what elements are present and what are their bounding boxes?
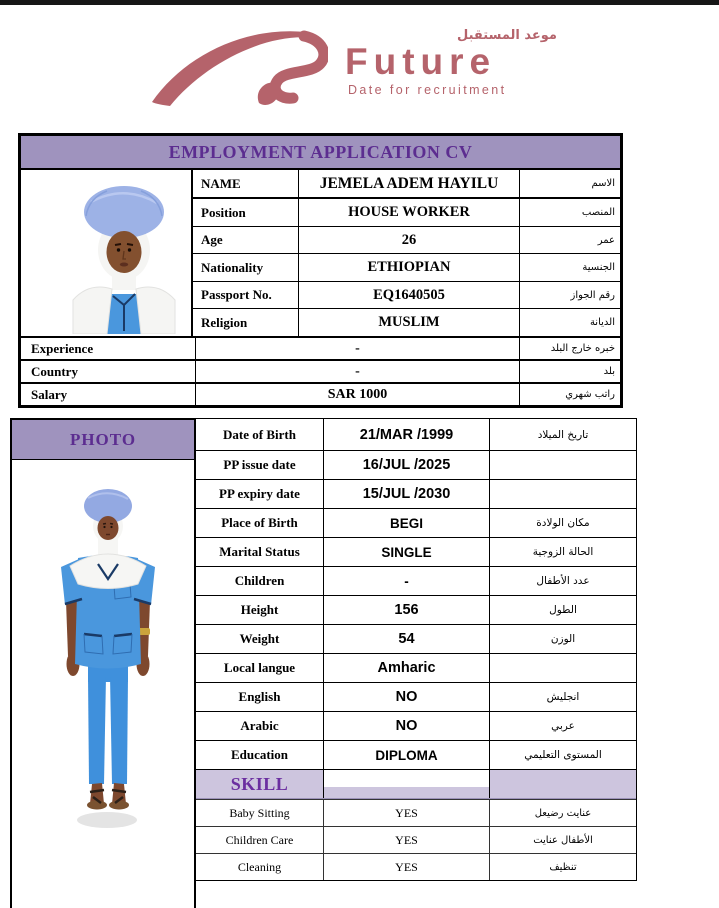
row-label-arabic: الطول	[549, 604, 577, 616]
table-row	[196, 419, 636, 450]
table-row	[193, 198, 620, 226]
row-label-arabic	[490, 480, 636, 508]
table-row	[196, 740, 636, 769]
row-label: PP expiry date	[219, 486, 300, 501]
table-row	[193, 308, 620, 336]
row-label-arabic: راتب شهري	[565, 389, 615, 400]
skill-section-header-row	[196, 769, 636, 799]
row-label-arabic: بلد	[603, 366, 615, 377]
logo-tagline: Date for recruitment	[348, 82, 507, 97]
row-label: Children Care	[225, 832, 294, 847]
fullbody-illustration	[48, 486, 168, 836]
row-value: MUSLIM	[298, 309, 520, 336]
row-label: Local langue	[223, 660, 296, 675]
row-label-arabic: الوزن	[550, 633, 576, 645]
row-value: 156	[323, 596, 490, 624]
table-row	[196, 450, 636, 479]
row-label: Arabic	[240, 718, 279, 733]
table-row	[196, 624, 636, 653]
future-logo-icon	[148, 20, 328, 112]
cv-summary-table	[18, 133, 623, 408]
row-value: 16/JUL /2025	[323, 451, 490, 479]
photo-section-header: PHOTO	[12, 420, 194, 460]
row-value: -	[195, 338, 520, 359]
row-label: Salary	[31, 386, 68, 402]
row-value: NO	[323, 683, 490, 711]
row-label-arabic: الأطفال عنايت	[533, 834, 593, 846]
row-value: YES	[323, 827, 490, 853]
row-label: Marital Status	[219, 544, 300, 559]
row-label-arabic: تنظيف	[549, 861, 577, 873]
row-value: DIPLOMA	[323, 741, 490, 769]
row-label-arabic: تاريخ الميلاد	[537, 428, 589, 441]
row-label-arabic: عربي	[551, 720, 575, 732]
row-label-arabic: المنصب	[581, 207, 615, 219]
row-label-arabic: المستوى التعليمي	[524, 749, 602, 761]
row-label-arabic: انجليش	[546, 691, 580, 703]
row-label-arabic: الحالة الزوجية	[532, 546, 594, 558]
row-value: JEMELA ADEM HAYILU	[298, 170, 520, 197]
row-label: PP issue date	[223, 457, 296, 472]
row-value: EQ1640505	[298, 282, 520, 309]
row-value: 26	[298, 227, 520, 254]
row-label: Experience	[31, 340, 94, 356]
cv-details-table	[10, 418, 637, 908]
row-value: SAR 1000	[195, 384, 520, 405]
row-label: NAME	[201, 175, 241, 191]
row-label: Religion	[201, 314, 248, 330]
table-row	[196, 653, 636, 682]
row-value: ETHIOPIAN	[298, 254, 520, 281]
table-row	[196, 566, 636, 595]
row-value: BEGI	[323, 509, 490, 537]
row-label: Height	[240, 602, 279, 617]
row-label-arabic: خبره خارج البلد	[550, 343, 615, 354]
applicant-fullbody-photo	[12, 460, 194, 908]
row-label: Passport No.	[201, 287, 272, 303]
skill-header-arabic-cell	[490, 770, 636, 798]
row-label: Place of Birth	[221, 515, 298, 530]
table-row	[196, 508, 636, 537]
row-label: Children	[234, 573, 285, 588]
row-label: Baby Sitting	[229, 805, 290, 820]
table-row	[196, 682, 636, 711]
row-label-arabic: عمر	[597, 234, 615, 246]
row-label-arabic	[490, 451, 636, 479]
row-label: Position	[201, 204, 246, 220]
row-label-arabic: مكان الولادة	[536, 517, 590, 529]
row-label-arabic: عدد الأطفال	[536, 575, 590, 587]
table-row	[21, 336, 620, 359]
table-row	[21, 359, 620, 382]
row-label-arabic: الديانة	[589, 317, 615, 329]
table-row	[193, 253, 620, 281]
top-edge-bar	[0, 0, 719, 5]
row-value: HOUSE WORKER	[298, 199, 520, 226]
headshot-illustration	[69, 184, 179, 334]
row-label-arabic	[490, 654, 636, 682]
logo-arabic-name: موعد المستقبل	[457, 28, 557, 43]
table-row	[196, 826, 636, 853]
table-row	[196, 853, 636, 880]
row-label: Cleaning	[237, 859, 282, 874]
logo-brand-text: Future	[345, 41, 497, 82]
table-row	[196, 799, 636, 826]
table-row	[193, 170, 620, 198]
row-label: Weight	[239, 631, 280, 646]
row-label: Education	[230, 747, 289, 762]
table-row	[193, 226, 620, 254]
row-value: YES	[323, 800, 490, 826]
row-label: Date of Birth	[223, 426, 296, 442]
table-row	[196, 537, 636, 566]
row-label-arabic: رقم الجواز	[570, 289, 615, 301]
row-label: Country	[31, 363, 78, 379]
row-label: Nationality	[201, 259, 264, 275]
table-row	[196, 595, 636, 624]
row-label: English	[238, 689, 281, 704]
agency-logo	[0, 8, 719, 118]
row-value: 54	[323, 625, 490, 653]
skill-section-header: SKILL	[196, 770, 323, 798]
row-label-arabic: الجنسية	[582, 262, 615, 274]
row-value: 21/MAR /1999	[323, 419, 490, 450]
row-value: YES	[323, 854, 490, 880]
skill-header-blank-cell	[323, 770, 490, 798]
row-value: NO	[323, 712, 490, 740]
table-row	[21, 382, 620, 405]
table-row	[193, 281, 620, 309]
row-label-arabic: عنايت رضيعل	[534, 807, 592, 819]
row-value: SINGLE	[323, 538, 490, 566]
row-value: Amharic	[323, 654, 490, 682]
row-value: -	[323, 567, 490, 595]
row-label: Age	[201, 232, 223, 248]
applicant-headshot-photo	[21, 170, 193, 336]
page-title: EMPLOYMENT APPLICATION CV	[21, 136, 620, 168]
row-value: 15/JUL /2030	[323, 480, 490, 508]
row-value: -	[195, 361, 520, 382]
table-row	[196, 479, 636, 508]
row-label-arabic: الاسم	[591, 178, 615, 190]
table-row	[196, 711, 636, 740]
